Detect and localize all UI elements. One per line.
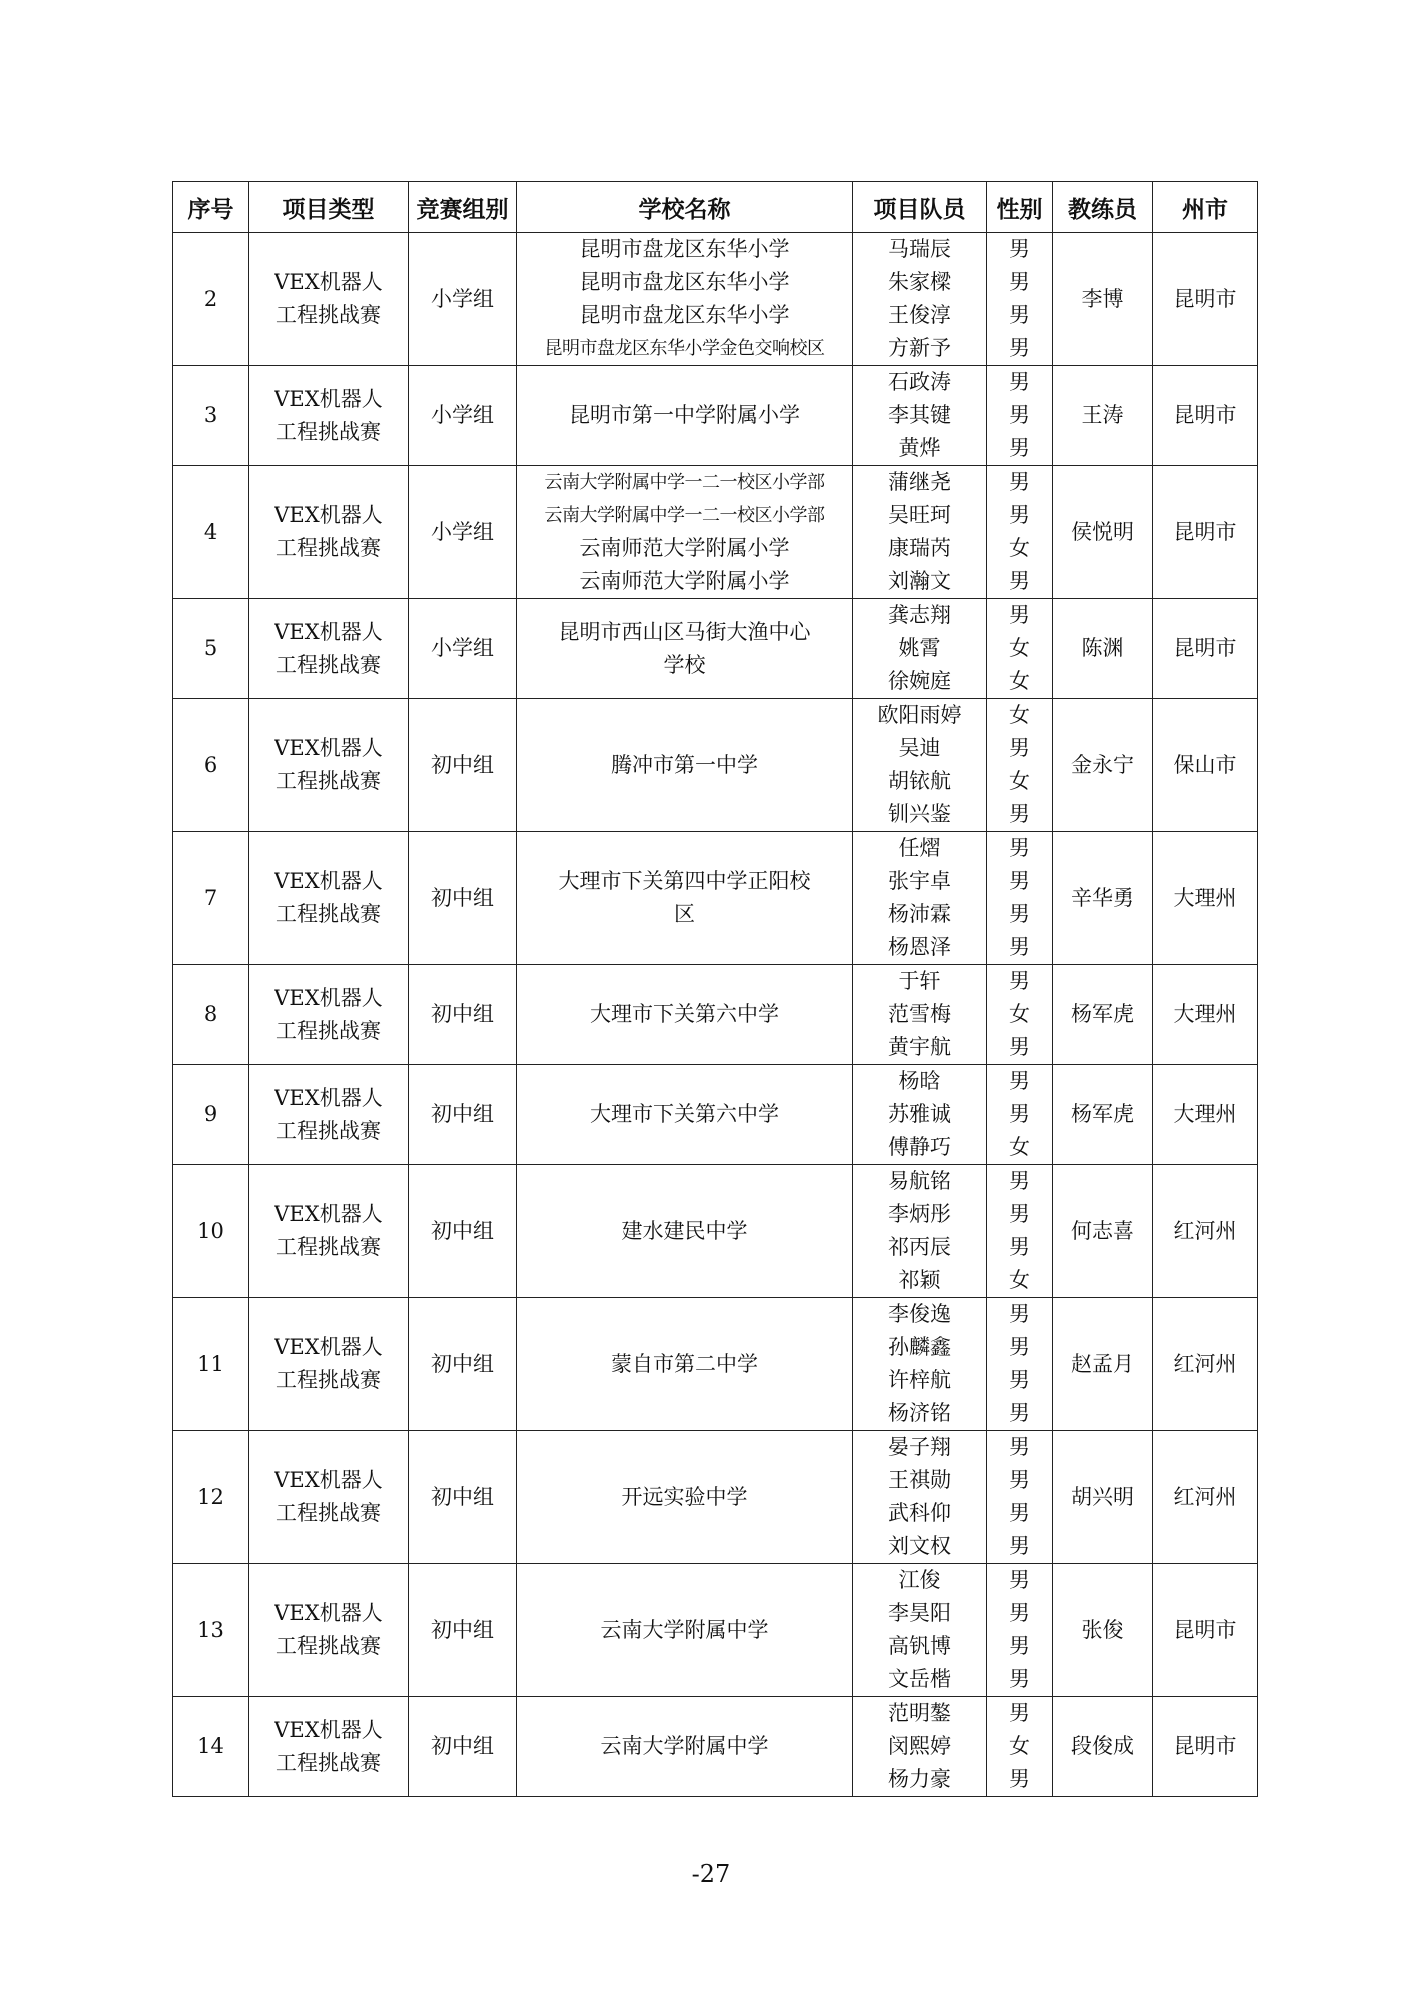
- competition-group: 小学组: [409, 233, 517, 366]
- school-line: 云南大学附属中学: [600, 1617, 769, 1642]
- member-gender: 男: [1009, 1701, 1030, 1725]
- coach-name: 杨军虎: [1053, 1065, 1153, 1165]
- member-name: 杨力豪: [888, 1767, 951, 1791]
- school-line: 大理市下关第六中学: [590, 1102, 779, 1126]
- member-gender: 男: [1009, 1035, 1030, 1059]
- competition-group: 初中组: [409, 1065, 517, 1165]
- competition-group: 小学组: [409, 466, 517, 599]
- member-name: 李炳彤: [888, 1202, 951, 1226]
- team-members: [853, 1298, 987, 1431]
- member-gender: 男: [1009, 1335, 1030, 1359]
- genders: [987, 1065, 1053, 1165]
- project-type-text: VEX机器人工程挑战赛: [274, 985, 383, 1043]
- project-type-text: VEX机器人工程挑战赛: [274, 1202, 383, 1259]
- member-name: 吴旺珂: [888, 503, 951, 527]
- school-line: 云南师范大学附属小学: [579, 569, 790, 593]
- school-name: [517, 832, 853, 965]
- school-line: 蒙自市第二中学: [611, 1351, 758, 1376]
- table-row: [173, 1564, 1258, 1697]
- member-gender: 男: [1009, 303, 1030, 327]
- coach-name: 侯悦明: [1053, 466, 1153, 599]
- genders: [987, 965, 1053, 1065]
- project-type: [249, 1065, 409, 1165]
- member-name: 欧阳雨婷: [877, 703, 962, 727]
- member-name: 朱家樑: [888, 270, 951, 294]
- school-name: [517, 233, 853, 366]
- member-gender: 男: [1009, 1468, 1030, 1492]
- project-type-text: VEX机器人工程挑战赛: [274, 1601, 383, 1658]
- row-number: 4: [173, 466, 249, 599]
- member-name: 徐婉庭: [888, 669, 951, 693]
- member-gender: 女: [1009, 536, 1030, 560]
- project-type: [249, 1431, 409, 1564]
- member-name: 李俊逸: [888, 1302, 951, 1326]
- member-name: 范雪梅: [888, 1002, 951, 1026]
- competition-group: 初中组: [409, 965, 517, 1065]
- member-gender: 男: [1009, 336, 1030, 360]
- competition-group: 初中组: [409, 1697, 517, 1797]
- genders: [987, 233, 1053, 366]
- member-gender: 男: [1009, 1435, 1030, 1459]
- member-name: 易航铭: [888, 1169, 951, 1193]
- project-type-text: VEX机器人工程挑战赛: [274, 386, 383, 444]
- row-number: 10: [173, 1165, 249, 1298]
- member-gender: 男: [1009, 1667, 1030, 1691]
- member-name: 文岳楷: [888, 1667, 951, 1691]
- member-name: 黄烨: [898, 436, 941, 460]
- member-gender: 男: [1009, 503, 1030, 527]
- city-name: 昆明市: [1153, 1564, 1258, 1697]
- project-type: [249, 1298, 409, 1431]
- registration-table: [172, 181, 1258, 1797]
- row-number: 7: [173, 832, 249, 965]
- member-gender: 男: [1009, 270, 1030, 294]
- team-members: [853, 699, 987, 832]
- coach-name: 赵孟月: [1053, 1298, 1153, 1431]
- member-gender: 男: [1009, 1534, 1030, 1558]
- city-name: 红河州: [1153, 1165, 1258, 1298]
- city-name: 红河州: [1153, 1298, 1258, 1431]
- city-name: 昆明市: [1153, 466, 1258, 599]
- city-name: 昆明市: [1153, 233, 1258, 366]
- school-line: 开远实验中学: [621, 1484, 748, 1509]
- competition-group: 小学组: [409, 599, 517, 699]
- school-name: [517, 1165, 853, 1298]
- member-gender: 女: [1009, 1268, 1030, 1292]
- coach-name: 张俊: [1053, 1564, 1153, 1697]
- row-number: 12: [173, 1431, 249, 1564]
- school-line: 学校: [663, 652, 706, 677]
- school-line: 云南大学附属中学: [600, 1734, 769, 1758]
- member-gender: 男: [1009, 1401, 1030, 1425]
- competition-group: 初中组: [409, 1165, 517, 1298]
- table-row: [173, 233, 1258, 366]
- school-line: 云南大学附属中学一二一校区小学部: [544, 505, 825, 526]
- project-type-text: VEX机器人工程挑战赛: [274, 1335, 383, 1392]
- competition-group: 初中组: [409, 1431, 517, 1564]
- member-gender: 男: [1009, 1568, 1030, 1592]
- school-line: 区: [674, 902, 695, 926]
- member-gender: 男: [1009, 1634, 1030, 1658]
- member-gender: 男: [1009, 237, 1030, 261]
- row-number: 5: [173, 599, 249, 699]
- project-type-text: VEX机器人工程挑战赛: [274, 736, 383, 793]
- member-gender: 男: [1009, 1601, 1030, 1625]
- coach-name: 金永宁: [1053, 699, 1153, 832]
- member-gender: 女: [1009, 636, 1030, 660]
- school-name: [517, 965, 853, 1065]
- project-type-text: VEX机器人工程挑战赛: [274, 1717, 383, 1775]
- member-gender: 男: [1009, 1169, 1030, 1193]
- coach-name: 王涛: [1053, 366, 1153, 466]
- school-name: [517, 699, 853, 832]
- table-row: [173, 366, 1258, 466]
- member-gender: 男: [1009, 403, 1030, 427]
- member-gender: 男: [1009, 836, 1030, 860]
- table-row: [173, 1065, 1258, 1165]
- coach-name: 何志喜: [1053, 1165, 1153, 1298]
- header-coach: 教练员: [1053, 182, 1153, 233]
- row-number: 3: [173, 366, 249, 466]
- genders: [987, 1697, 1053, 1797]
- member-name: 晏子翔: [888, 1435, 951, 1459]
- member-name: 范明鏊: [888, 1701, 951, 1725]
- member-name: 武科仰: [888, 1501, 951, 1525]
- coach-name: 李博: [1053, 233, 1153, 366]
- genders: [987, 1431, 1053, 1564]
- member-name: 杨沛霖: [888, 902, 951, 926]
- member-name: 王俊淳: [888, 303, 951, 327]
- school-name: [517, 366, 853, 466]
- table-row: [173, 699, 1258, 832]
- school-name: [517, 1564, 853, 1697]
- team-members: [853, 1564, 987, 1697]
- team-members: [853, 965, 987, 1065]
- genders: [987, 599, 1053, 699]
- header-type: 项目类型: [249, 182, 409, 233]
- member-gender: 女: [1009, 669, 1030, 693]
- city-name: 昆明市: [1153, 1697, 1258, 1797]
- member-name: 杨恩泽: [888, 935, 951, 959]
- member-gender: 男: [1009, 1302, 1030, 1326]
- member-gender: 男: [1009, 1102, 1030, 1126]
- table-row: [173, 1431, 1258, 1564]
- member-name: 李昊阳: [888, 1601, 951, 1625]
- member-name: 马瑞辰: [888, 237, 951, 261]
- member-name: 孙麟鑫: [888, 1335, 951, 1359]
- city-name: 保山市: [1153, 699, 1258, 832]
- member-name: 张宇卓: [888, 869, 951, 893]
- member-name: 刘文权: [888, 1534, 951, 1558]
- member-name: 祁颖: [898, 1268, 941, 1292]
- member-gender: 男: [1009, 969, 1030, 993]
- team-members: [853, 1065, 987, 1165]
- team-members: [853, 233, 987, 366]
- row-number: 9: [173, 1065, 249, 1165]
- member-name: 李其键: [888, 403, 951, 427]
- team-members: [853, 1165, 987, 1298]
- member-gender: 女: [1009, 1734, 1030, 1758]
- table-row: [173, 1697, 1258, 1797]
- row-number: 2: [173, 233, 249, 366]
- member-name: 王祺勋: [888, 1468, 951, 1492]
- city-name: 红河州: [1153, 1431, 1258, 1564]
- header-school: 学校名称: [517, 182, 853, 233]
- competition-group: 初中组: [409, 1298, 517, 1431]
- member-gender: 男: [1009, 436, 1030, 460]
- member-name: 许梓航: [888, 1368, 951, 1392]
- school-name: [517, 599, 853, 699]
- school-line: 昆明市盘龙区东华小学: [579, 270, 790, 294]
- member-gender: 男: [1009, 935, 1030, 959]
- team-members: [853, 832, 987, 965]
- project-type: [249, 466, 409, 599]
- project-type-text: VEX机器人工程挑战赛: [274, 503, 383, 560]
- project-type-text: VEX机器人工程挑战赛: [274, 270, 383, 327]
- project-type: [249, 965, 409, 1065]
- project-type: [249, 366, 409, 466]
- member-name: 康瑞芮: [888, 536, 951, 560]
- team-members: [853, 599, 987, 699]
- school-line: 昆明市西山区马街大渔中心: [558, 619, 811, 644]
- project-type: [249, 233, 409, 366]
- header-members: 项目队员: [853, 182, 987, 233]
- member-name: 闵熙婷: [888, 1734, 951, 1758]
- project-type: [249, 1165, 409, 1298]
- table-row: [173, 599, 1258, 699]
- member-gender: 男: [1009, 370, 1030, 394]
- table-row: [173, 965, 1258, 1065]
- row-number: 14: [173, 1697, 249, 1797]
- member-name: 杨济铭: [888, 1401, 951, 1425]
- coach-name: 陈渊: [1053, 599, 1153, 699]
- member-name: 石政涛: [888, 370, 951, 394]
- member-gender: 男: [1009, 569, 1030, 593]
- school-name: [517, 1065, 853, 1165]
- table-body: [173, 233, 1258, 1797]
- member-gender: 男: [1009, 1368, 1030, 1392]
- table-row: [173, 1165, 1258, 1298]
- member-name: 钏兴鉴: [888, 802, 951, 826]
- member-gender: 男: [1009, 603, 1030, 627]
- member-gender: 女: [1009, 1135, 1030, 1159]
- member-gender: 女: [1009, 769, 1030, 793]
- member-name: 胡铱航: [888, 769, 951, 793]
- team-members: [853, 366, 987, 466]
- table-row: [173, 1298, 1258, 1431]
- member-gender: 女: [1009, 1002, 1030, 1026]
- member-gender: 男: [1009, 736, 1030, 760]
- school-name: [517, 1298, 853, 1431]
- member-name: 任熠: [898, 836, 941, 860]
- city-name: 大理州: [1153, 965, 1258, 1065]
- member-name: 龚志翔: [888, 603, 951, 627]
- member-gender: 男: [1009, 470, 1030, 494]
- member-name: 黄宇航: [888, 1035, 951, 1059]
- member-name: 杨晗: [898, 1069, 941, 1093]
- coach-name: 胡兴明: [1053, 1431, 1153, 1564]
- row-number: 11: [173, 1298, 249, 1431]
- city-name: 大理州: [1153, 832, 1258, 965]
- member-name: 高钒博: [888, 1634, 951, 1658]
- member-name: 蒲继尧: [888, 470, 951, 494]
- member-gender: 男: [1009, 1202, 1030, 1226]
- member-name: 刘瀚文: [888, 569, 951, 593]
- row-number: 13: [173, 1564, 249, 1697]
- team-members: [853, 1697, 987, 1797]
- member-name: 江俊: [898, 1568, 941, 1592]
- member-name: 祁丙辰: [888, 1235, 951, 1259]
- school-line: 腾冲市第一中学: [611, 752, 758, 777]
- city-name: 大理州: [1153, 1065, 1258, 1165]
- project-type: [249, 832, 409, 965]
- genders: [987, 1298, 1053, 1431]
- member-name: 苏雅诚: [888, 1102, 951, 1126]
- coach-name: 辛华勇: [1053, 832, 1153, 965]
- member-gender: 女: [1009, 703, 1030, 727]
- header-no: 序号: [173, 182, 249, 233]
- page-number: -27: [691, 1860, 731, 1888]
- project-type: [249, 1564, 409, 1697]
- member-name: 傅静巧: [888, 1135, 951, 1159]
- member-gender: 男: [1009, 1069, 1030, 1093]
- row-number: 8: [173, 965, 249, 1065]
- member-gender: 男: [1009, 1235, 1030, 1259]
- row-number: 6: [173, 699, 249, 832]
- table-row: [173, 832, 1258, 965]
- school-line: 大理市下关第六中学: [590, 1002, 779, 1026]
- school-name: [517, 1697, 853, 1797]
- header-gender: 性别: [987, 182, 1053, 233]
- competition-group: 初中组: [409, 1564, 517, 1697]
- school-line: 昆明市盘龙区东华小学金色交响校区: [544, 338, 825, 359]
- competition-group: 初中组: [409, 699, 517, 832]
- project-type-text: VEX机器人工程挑战赛: [274, 1085, 383, 1143]
- member-gender: 男: [1009, 1767, 1030, 1791]
- member-name: 于轩: [898, 969, 941, 993]
- genders: [987, 699, 1053, 832]
- school-line: 建水建民中学: [621, 1218, 748, 1243]
- school-line: 昆明市盘龙区东华小学: [579, 237, 790, 261]
- city-name: 昆明市: [1153, 599, 1258, 699]
- coach-name: 段俊成: [1053, 1697, 1153, 1797]
- member-gender: 男: [1009, 902, 1030, 926]
- project-type: [249, 1697, 409, 1797]
- school-line: 昆明市盘龙区东华小学: [579, 303, 790, 327]
- genders: [987, 1564, 1053, 1697]
- school-name: [517, 1431, 853, 1564]
- member-name: 方新予: [888, 336, 951, 360]
- member-name: 吴迪: [898, 736, 941, 760]
- team-members: [853, 466, 987, 599]
- project-type-text: VEX机器人工程挑战赛: [274, 869, 383, 926]
- competition-group: 小学组: [409, 366, 517, 466]
- school-line: 大理市下关第四中学正阳校: [558, 869, 811, 893]
- school-line: 昆明市第一中学附属小学: [569, 403, 800, 427]
- competition-group: 初中组: [409, 832, 517, 965]
- school-line: 云南师范大学附属小学: [579, 536, 790, 560]
- header-city: 州市: [1153, 182, 1258, 233]
- coach-name: 杨军虎: [1053, 965, 1153, 1065]
- city-name: 昆明市: [1153, 366, 1258, 466]
- project-type-text: VEX机器人工程挑战赛: [274, 619, 383, 677]
- genders: [987, 366, 1053, 466]
- member-gender: 男: [1009, 1501, 1030, 1525]
- school-line: 云南大学附属中学一二一校区小学部: [544, 472, 825, 493]
- project-type: [249, 699, 409, 832]
- project-type-text: VEX机器人工程挑战赛: [274, 1468, 383, 1525]
- genders: [987, 832, 1053, 965]
- genders: [987, 1165, 1053, 1298]
- header-row: [173, 182, 1258, 233]
- member-name: 姚霄: [898, 636, 941, 660]
- header-group: 竞赛组别: [409, 182, 517, 233]
- member-gender: 男: [1009, 869, 1030, 893]
- member-gender: 男: [1009, 802, 1030, 826]
- table-row: [173, 466, 1258, 599]
- team-members: [853, 1431, 987, 1564]
- genders: [987, 466, 1053, 599]
- project-type: [249, 599, 409, 699]
- school-name: [517, 466, 853, 599]
